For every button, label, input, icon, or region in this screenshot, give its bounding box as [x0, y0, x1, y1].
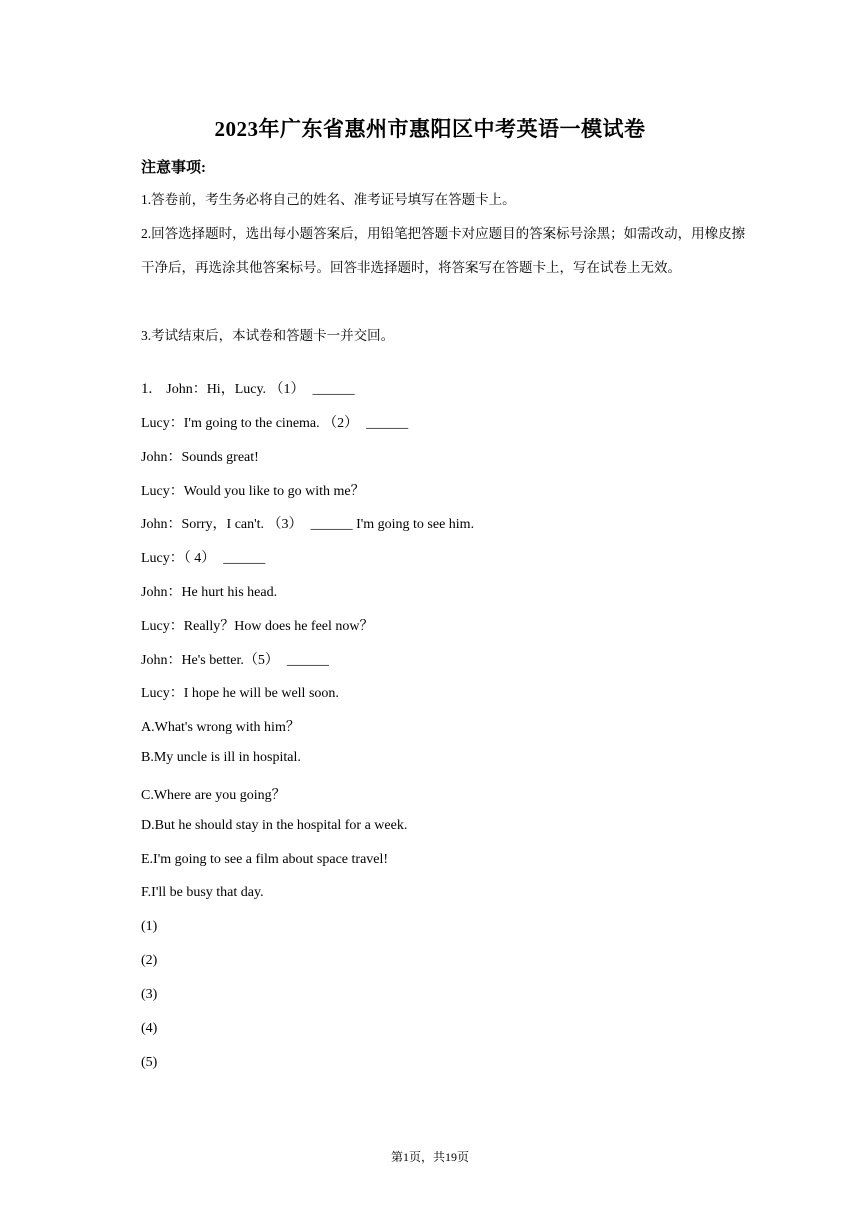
option-a: A.What's wrong with him？	[141, 720, 300, 735]
answer-blank: ______	[312, 382, 355, 397]
answer-blank: ______ I'm going to see him.	[310, 517, 475, 532]
dialogue-text: Lucy：Would you like to go with me？	[141, 484, 365, 499]
dialogue-text: John：Sounds great!	[141, 450, 259, 465]
dialogue-line-3	[141, 446, 259, 466]
answer-slot-5: (5)	[141, 1055, 158, 1070]
answer-blank: ______	[223, 551, 266, 566]
note-item-3: 3.考试结束后，本试卷和答题卡一并交回。	[141, 328, 395, 343]
answer-slot-1: (1)	[141, 919, 158, 934]
dialogue-line-7	[141, 581, 277, 601]
dialogue-text: Lucy：I'm going to the cinema. （2）	[141, 416, 359, 431]
dialogue-text: Lucy：Really？How does he feel now？	[141, 619, 374, 634]
answer-slot-4: (4)	[141, 1021, 158, 1036]
answer-blank: ______	[286, 653, 329, 668]
option-b: B.My uncle is ill in hospital.	[141, 750, 301, 765]
page-footer: 第1页，共19页	[390, 1150, 469, 1164]
dialogue-line-10	[141, 682, 339, 702]
option-f: F.I'll be busy that day.	[141, 885, 264, 900]
dialogue-text: John：He hurt his head.	[141, 585, 278, 600]
question-number: 1.	[141, 381, 153, 397]
page-title: 2023年广东省惠州市惠阳区中考英语一模试卷	[214, 117, 646, 141]
dialogue-text: John：Sorry，I can't. （3）	[141, 517, 303, 532]
answer-slot-2: (2)	[141, 953, 158, 968]
dialogue-line-5	[141, 513, 474, 533]
dialogue-text: Lucy：（ 4）	[141, 551, 216, 566]
option-d: D.But he should stay in the hospital for a week.	[141, 818, 408, 833]
dialogue-line-2	[141, 412, 408, 432]
dialogue-line-9	[141, 649, 329, 669]
dialogue-line-1	[141, 378, 355, 398]
note-item-2: 2.回答选择题时，选出每小题答案后，用铅笔把答题卡对应题目的答案标号涂黑；如需改动，用橡皮擦干净后，再选涂其他答案标号。回答非选择题时，将答案写在答题卡上，写在试卷上无效。	[141, 226, 746, 275]
notes-heading: 注意事项:	[141, 160, 206, 176]
answer-blank: ______	[366, 416, 409, 431]
answer-slot-3: (3)	[141, 987, 158, 1002]
option-e: E.I'm going to see a film about space travel!	[141, 852, 389, 867]
dialogue-text: Lucy：I hope he will be well soon.	[141, 686, 339, 701]
note-item-1: 1.答卷前，考生务必将自己的姓名、准考证号填写在答题卡上。	[141, 192, 516, 207]
dialogue-text: John：He's better.（5）	[141, 653, 279, 668]
dialogue-line-4	[141, 480, 365, 500]
dialogue-text: John：Hi，Lucy. （1）	[166, 382, 305, 397]
option-c: C.Where are you going？	[141, 788, 286, 803]
dialogue-line-8	[141, 615, 374, 635]
dialogue-line-6	[141, 547, 265, 567]
